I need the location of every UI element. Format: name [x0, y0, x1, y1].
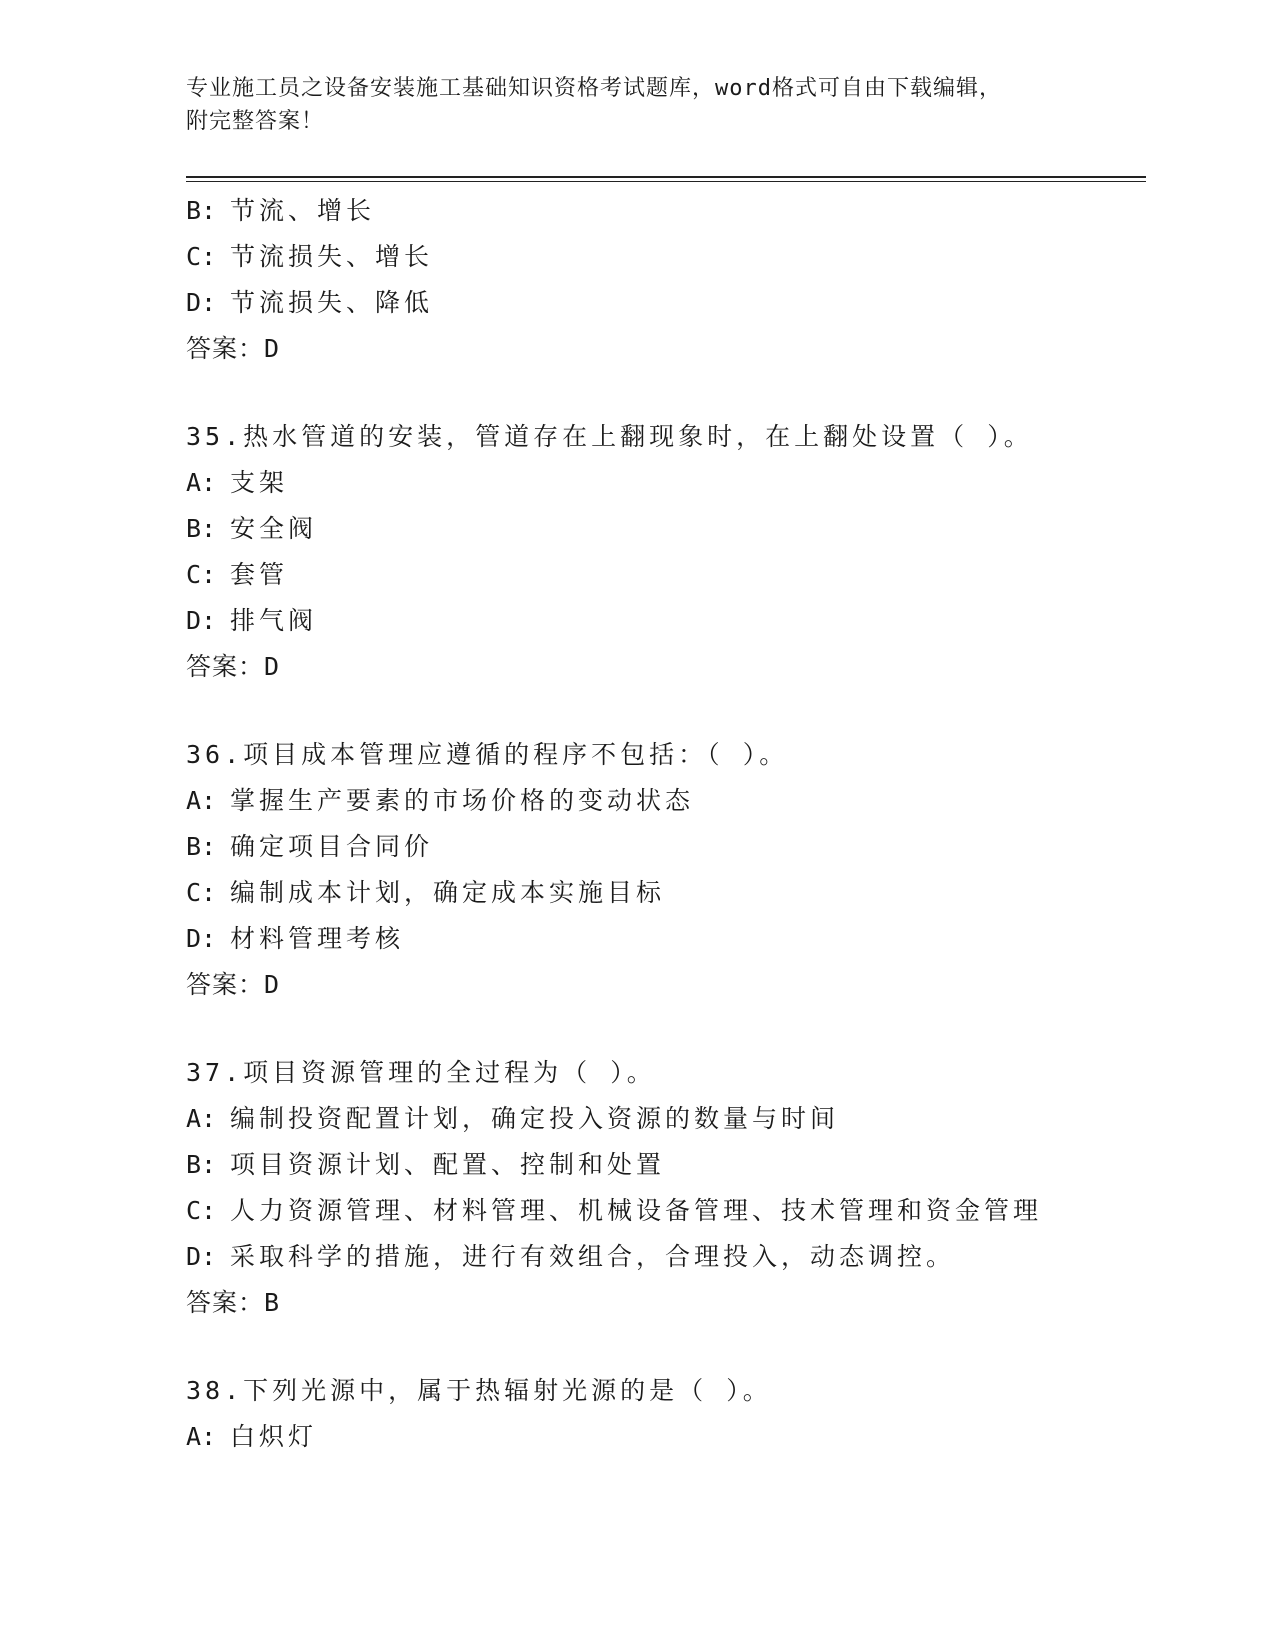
- option-c: [186, 234, 1146, 280]
- option-prefix: C:: [186, 242, 217, 271]
- question-36: [186, 732, 1146, 1008]
- option-a: [186, 460, 1146, 506]
- question-37: [186, 1050, 1146, 1326]
- option-text: 节流、增长: [230, 196, 376, 225]
- question-stem: 38.下列光源中，属于热辐射光源的是（ ）。: [186, 1376, 772, 1405]
- option-text: 支架: [230, 468, 289, 497]
- option-text: 掌握生产要素的市场价格的变动状态: [230, 786, 695, 815]
- option-prefix: B:: [186, 196, 217, 225]
- question-stem: 35.热水管道的安装，管道存在上翻现象时，在上翻处设置（ ）。: [186, 422, 1033, 451]
- option-prefix: A:: [186, 468, 217, 497]
- option-text: 人力资源管理、材料管理、机械设备管理、技术管理和资金管理: [230, 1196, 1043, 1225]
- option-prefix: D:: [186, 924, 217, 953]
- option-c: [186, 1188, 1146, 1234]
- answer-line: 答案：D: [186, 652, 281, 681]
- option-b: [186, 188, 1146, 234]
- option-a: [186, 778, 1146, 824]
- question-fragment: [186, 188, 1146, 372]
- question-35: [186, 414, 1146, 690]
- option-text: 白炽灯: [230, 1422, 318, 1451]
- question-38: [186, 1368, 1146, 1460]
- question-stem: 37.项目资源管理的全过程为（ ）。: [186, 1058, 656, 1087]
- option-text: 节流损失、增长: [230, 242, 434, 271]
- option-text: 材料管理考核: [230, 924, 405, 953]
- option-text: 确定项目合同价: [230, 832, 434, 861]
- option-prefix: A:: [186, 1104, 217, 1133]
- answer-line: 答案：D: [186, 970, 281, 999]
- option-text: 编制投资配置计划，确定投入资源的数量与时间: [230, 1104, 840, 1133]
- option-prefix: D:: [186, 606, 217, 635]
- question-list: [186, 188, 1146, 1460]
- answer-line: 答案：D: [186, 334, 281, 363]
- option-c: [186, 552, 1146, 598]
- spacer: [186, 1008, 1146, 1050]
- spacer: [186, 690, 1146, 732]
- option-d: [186, 1234, 1146, 1280]
- header-divider: [186, 176, 1146, 182]
- option-text: 安全阀: [230, 514, 318, 543]
- option-prefix: D:: [186, 288, 217, 317]
- option-text: 项目资源计划、配置、控制和处置: [230, 1150, 666, 1179]
- option-text: 套管: [230, 560, 289, 589]
- document-header: [186, 72, 1066, 138]
- option-c: [186, 870, 1146, 916]
- option-d: [186, 916, 1146, 962]
- option-b: [186, 506, 1146, 552]
- option-b: [186, 824, 1146, 870]
- option-a: [186, 1414, 1146, 1460]
- option-prefix: B:: [186, 1150, 217, 1179]
- option-b: [186, 1142, 1146, 1188]
- option-text: 排气阀: [230, 606, 318, 635]
- header-line-2: 附完整答案！: [186, 109, 325, 134]
- option-prefix: A:: [186, 786, 217, 815]
- header-line-1: 专业施工员之设备安装施工基础知识资格考试题库，word格式可自由下载编辑，: [186, 76, 1002, 101]
- spacer: [186, 372, 1146, 414]
- option-text: 节流损失、降低: [230, 288, 434, 317]
- option-prefix: B:: [186, 832, 217, 861]
- option-prefix: A:: [186, 1422, 217, 1451]
- option-prefix: D:: [186, 1242, 217, 1271]
- option-text: 编制成本计划，确定成本实施目标: [230, 878, 666, 907]
- option-prefix: C:: [186, 560, 217, 589]
- option-d: [186, 280, 1146, 326]
- question-stem: 36.项目成本管理应遵循的程序不包括：（ ）。: [186, 740, 789, 769]
- option-a: [186, 1096, 1146, 1142]
- option-text: 采取科学的措施，进行有效组合，合理投入，动态调控。: [230, 1242, 956, 1271]
- option-prefix: C:: [186, 1196, 217, 1225]
- option-prefix: B:: [186, 514, 217, 543]
- answer-line: 答案：B: [186, 1288, 281, 1317]
- option-d: [186, 598, 1146, 644]
- option-prefix: C:: [186, 878, 217, 907]
- spacer: [186, 1326, 1146, 1368]
